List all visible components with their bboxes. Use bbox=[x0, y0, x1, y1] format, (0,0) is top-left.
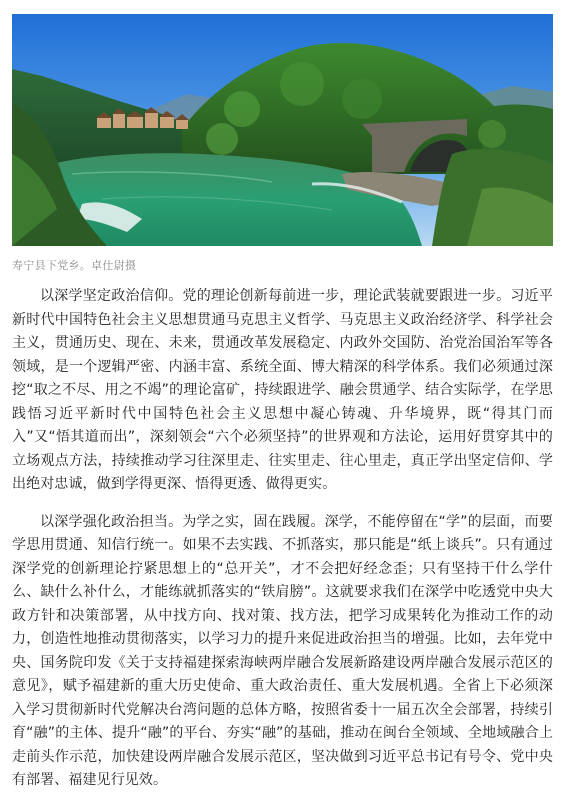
article-paragraph: 以深学坚定政治信仰。党的理论创新每前进一步，理论武装就要跟进一步。习近平新时代中国特色社会主义思想贯通马克思主义哲学、马克思主义政治经济学、科学社会主义，贯通历史、现在、未来，贯通改革发展稳定、内政外交国防、治党治国治军等各领域，是一个逻辑严密、内涵丰富、系统全面、博大精深的科学体系。我们必须通过深挖“取之不尽、用之不竭”的理论富矿，持续跟进学、融会贯通学、结合实际学，在学思践悟习近平新时代中国特色社会主义思想中凝心铸魂、升华境界，既“得其门而入”又“悟其道而出”，深刻领会“六个必须坚持”的世界观和方法论，运用好贯穿其中的立场观点方法，持续推动学习往深里走、往实里走、往心里走，真正学出坚定信仰、学出绝对忠诚，做到学得更深、悟得更透、做得更实。 bbox=[12, 288, 553, 492]
photo-caption: 寿宁县下党乡。卓仕尉摄 bbox=[12, 259, 137, 272]
article-body bbox=[12, 285, 553, 807]
landscape-photo-art bbox=[12, 14, 553, 246]
article-paragraph: 以深学强化政治担当。为学之实，固在践履。深学，不能停留在“学”的层面，而要学思用贯通、知信行统一。如果不去实践、不抓落实，那只能是“纸上谈兵”。只有通过深学党的创新理论拧紧思想上的“总开关”，才不会把好经念歪；只有坚持干什么学什么、缺什么补什么，才能练就抓落实的“铁肩膀”。这就要求我们在深学中吃透党中央大政方针和决策部署，从中找方向、找对策、找方法，把学习成果转化为推动工作的动力，创造性地推动贯彻落实，以学习力的提升来促进政治担当的增强。比如，去年党中央、国务院印发《关于支持福建探索海峡两岸融合发展新路建设两岸融合发展示范区的意见》，赋予福建新的重大历史使命、重大政治责任、重大发展机遇。全省上下必须深入学习贯彻新时代党解决台湾问题的总体方略，按照省委十一届五次全会部署，持续引育“融”的主体、提升“融”的平台、夯实“融”的基础，推动在闽台全领域、全地域融合上走前头作示范，加快建设两岸融合发展示范区，坚决做到习近平总书记有号令、党中央有部署、福建见行见效。 bbox=[12, 513, 553, 788]
landscape-photo bbox=[12, 14, 553, 246]
